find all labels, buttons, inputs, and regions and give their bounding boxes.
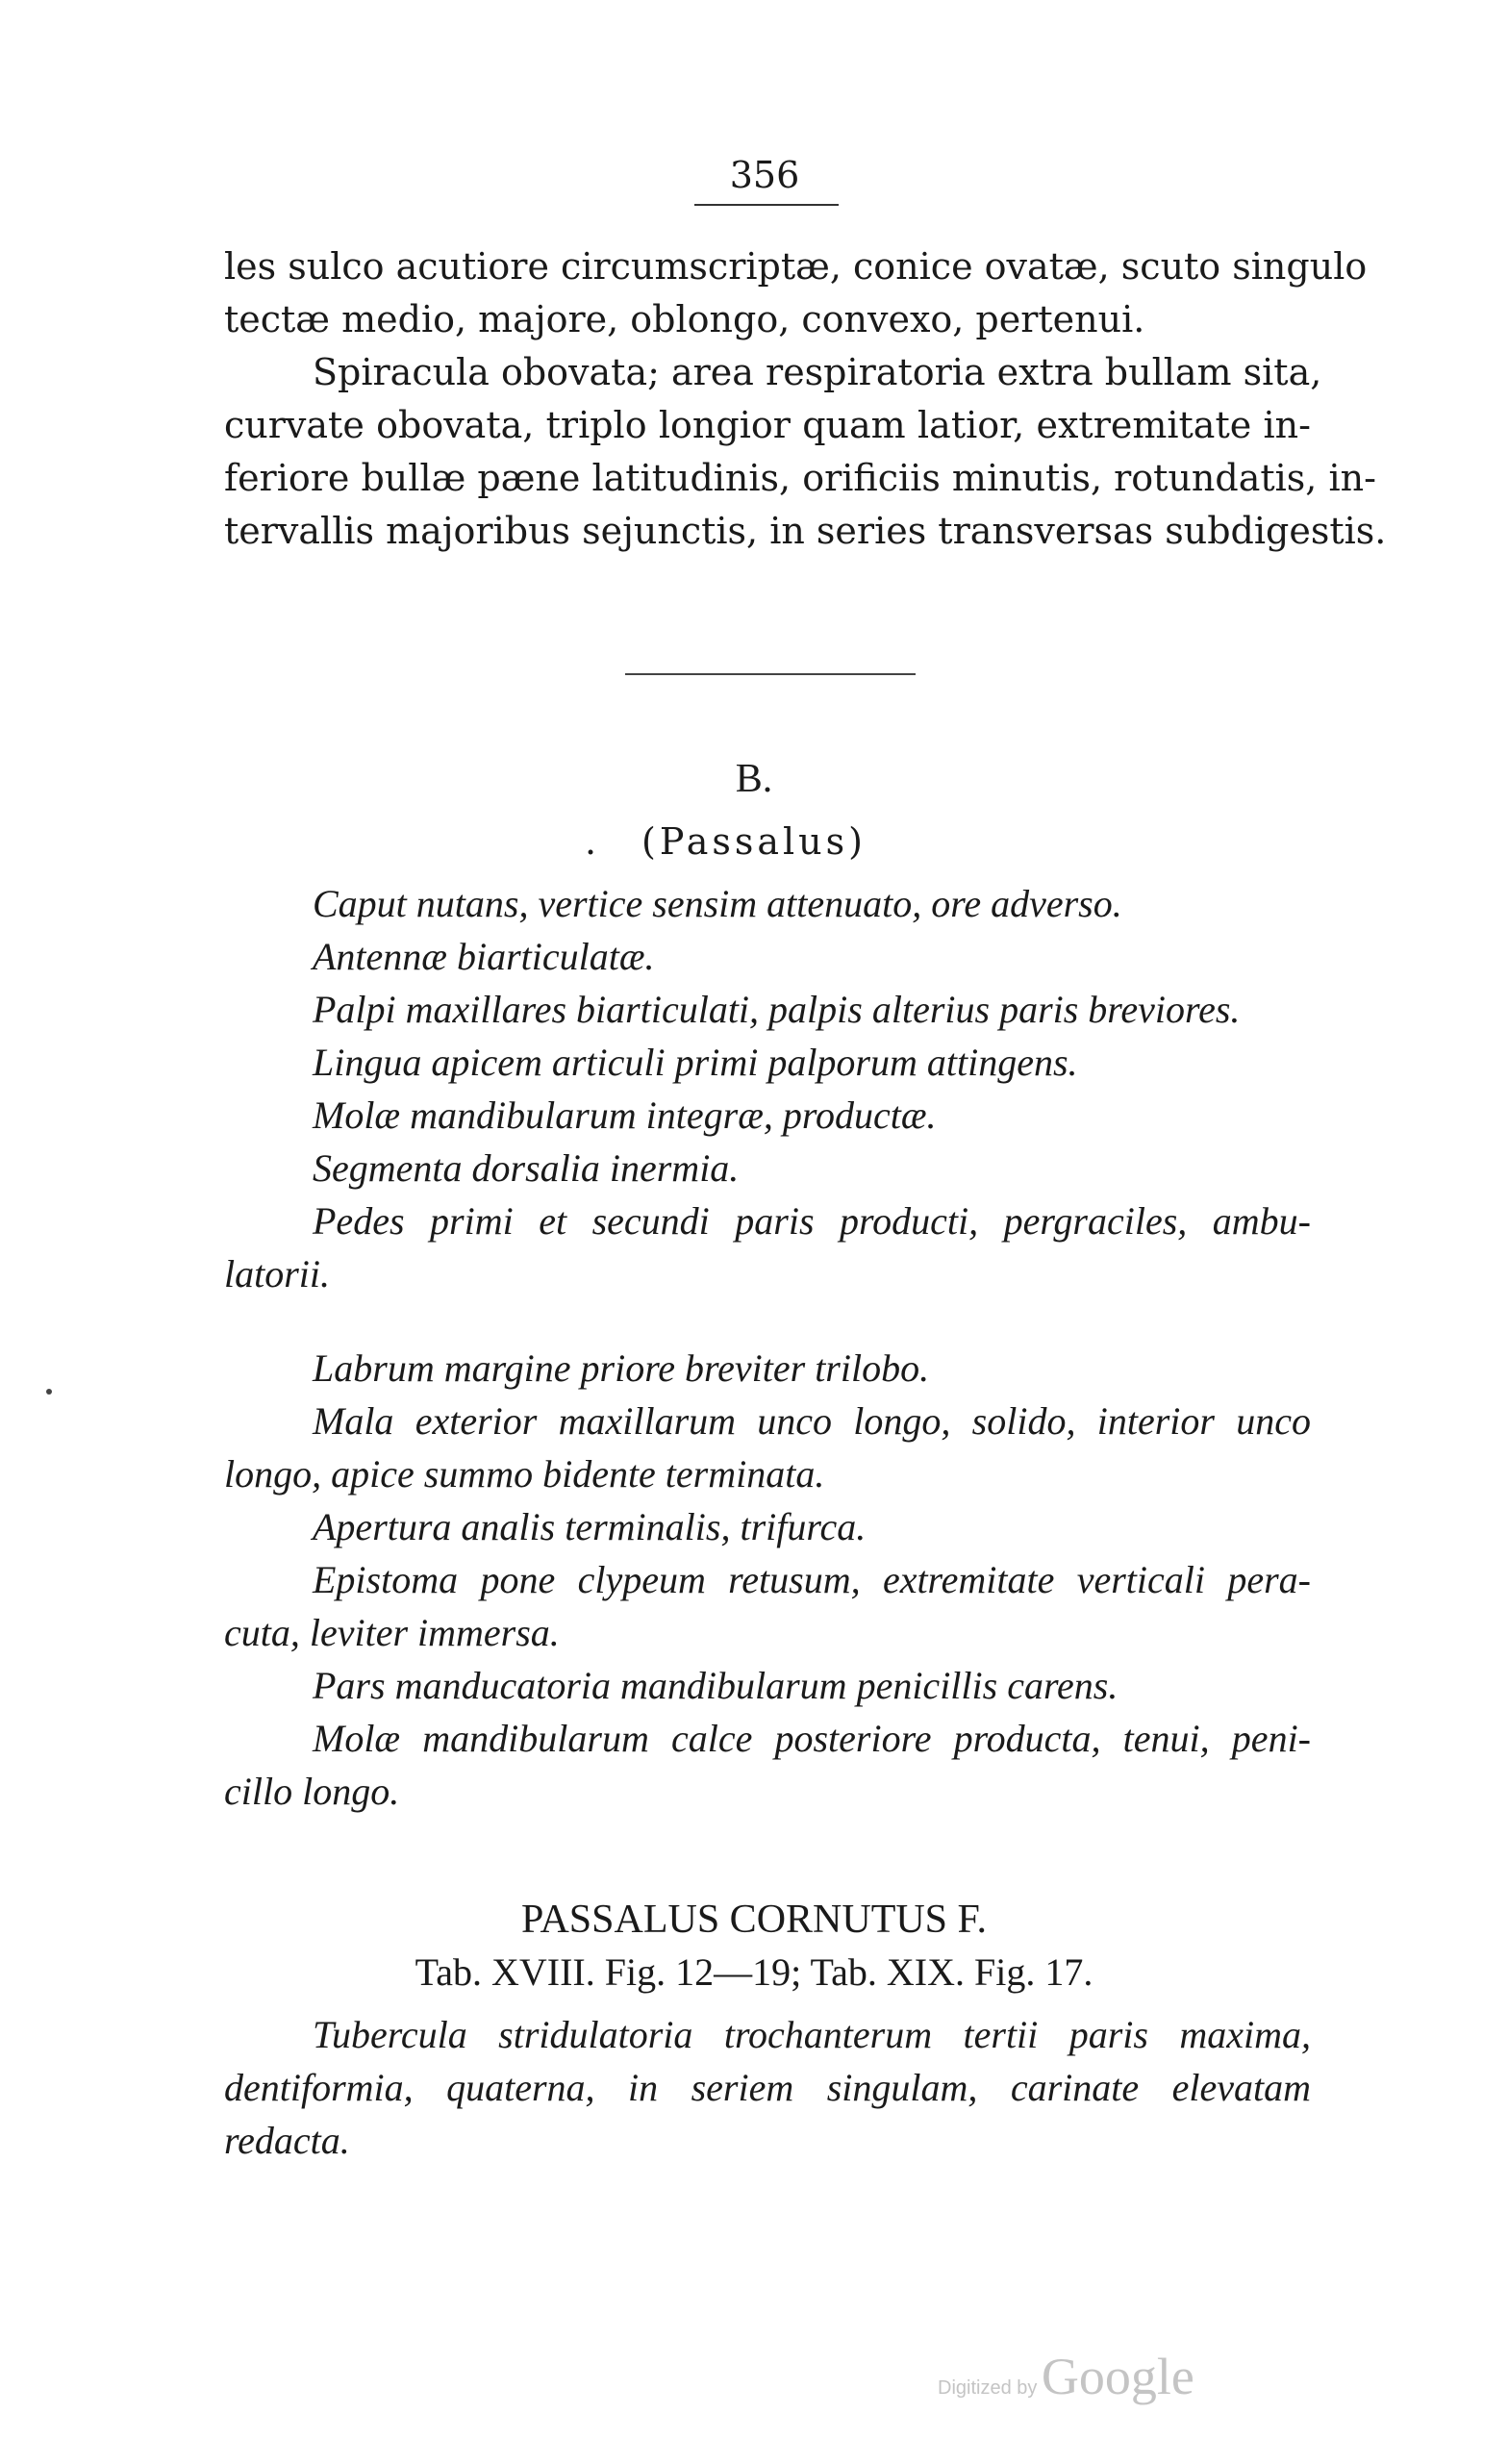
text-line: les sulco acutiore circumscriptæ, conice ovatæ, scuto singulo	[224, 245, 1368, 288]
characters-group-1	[224, 877, 1311, 1300]
text-line: Caput nutans, vertice sensim attenuato, ore adverso.	[313, 882, 1122, 925]
text-line: cuta, leviter immersa.	[224, 1611, 560, 1654]
section-letter: B.	[735, 757, 773, 801]
text-line: Mala exterior maxillarum unco longo, solido, interior unco	[313, 1399, 1311, 1443]
text-line: Molæ mandibularum calce posteriore producta, tenui, peni-	[313, 1717, 1311, 1760]
text-line: Antennæ biarticulatæ.	[313, 935, 655, 978]
text-line: tervallis majoribus sejunctis, in series transversas subdigestis.	[224, 510, 1387, 552]
page-number: 356	[729, 154, 800, 196]
species-description	[224, 2008, 1311, 2167]
species-title: PASSALUS CORNUTUS F.	[520, 1898, 988, 1942]
text-line: longo, apice summo bidente terminata.	[224, 1452, 825, 1496]
text-line: Segmenta dorsalia inermia.	[313, 1146, 740, 1190]
section-divider	[625, 673, 916, 675]
digitized-watermark	[938, 2347, 1194, 2406]
section-heading	[0, 817, 1508, 866]
page-number-rule	[694, 204, 839, 206]
text-line: Molæ mandibularum integræ, productæ.	[313, 1094, 937, 1137]
text-line: Apertura analis terminalis, trifurca.	[313, 1505, 867, 1548]
text-line: redacta.	[224, 2119, 350, 2162]
google-logo: Google	[1041, 2348, 1194, 2405]
text-line: Spiracula obovata; area respiratoria extra bullam sita,	[313, 351, 1322, 393]
text-line: Epistoma pone clypeum retusum, extremitate verticali pera-	[313, 1558, 1311, 1601]
text-line: tectæ medio, majore, oblongo, convexo, pertenui.	[224, 298, 1145, 340]
characters-group-2	[224, 1342, 1311, 1818]
page-speck	[46, 1389, 52, 1395]
plate-reference: Tab. XVIII. Fig. 12—19; Tab. XIX. Fig. 17.	[415, 1950, 1093, 1994]
section-name: (Passalus)	[641, 820, 867, 863]
text-line: feriore bullæ pæne latitudinis, orificiis minutis, rotundatis, in-	[224, 457, 1376, 499]
text-line: Pars manducatoria mandibularum penicillis carens.	[313, 1664, 1118, 1707]
text-line: cillo longo.	[224, 1770, 400, 1813]
stray-dot: .	[585, 820, 601, 863]
watermark-prefix: Digitized by	[938, 2377, 1038, 2399]
text-line: Labrum margine priore breviter trilobo.	[313, 1346, 930, 1390]
text-line: curvate obovata, triplo longior quam latior, extremitate in-	[224, 404, 1311, 446]
text-line: latorii.	[224, 1252, 331, 1295]
text-line: Palpi maxillares biarticulati, palpis alterius paris breviores.	[313, 988, 1241, 1031]
text-line: dentiformia, quaterna, in seriem singulam, carinate elevatam	[224, 2066, 1311, 2109]
intro-paragraph	[224, 240, 1387, 558]
text-line: Pedes primi et secundi paris producti, pergraciles, ambu-	[313, 1199, 1311, 1243]
text-line: Lingua apicem articuli primi palporum attingens.	[313, 1041, 1078, 1084]
text-line: Tubercula stridulatoria trochanterum tertii paris maxima,	[313, 2013, 1311, 2056]
